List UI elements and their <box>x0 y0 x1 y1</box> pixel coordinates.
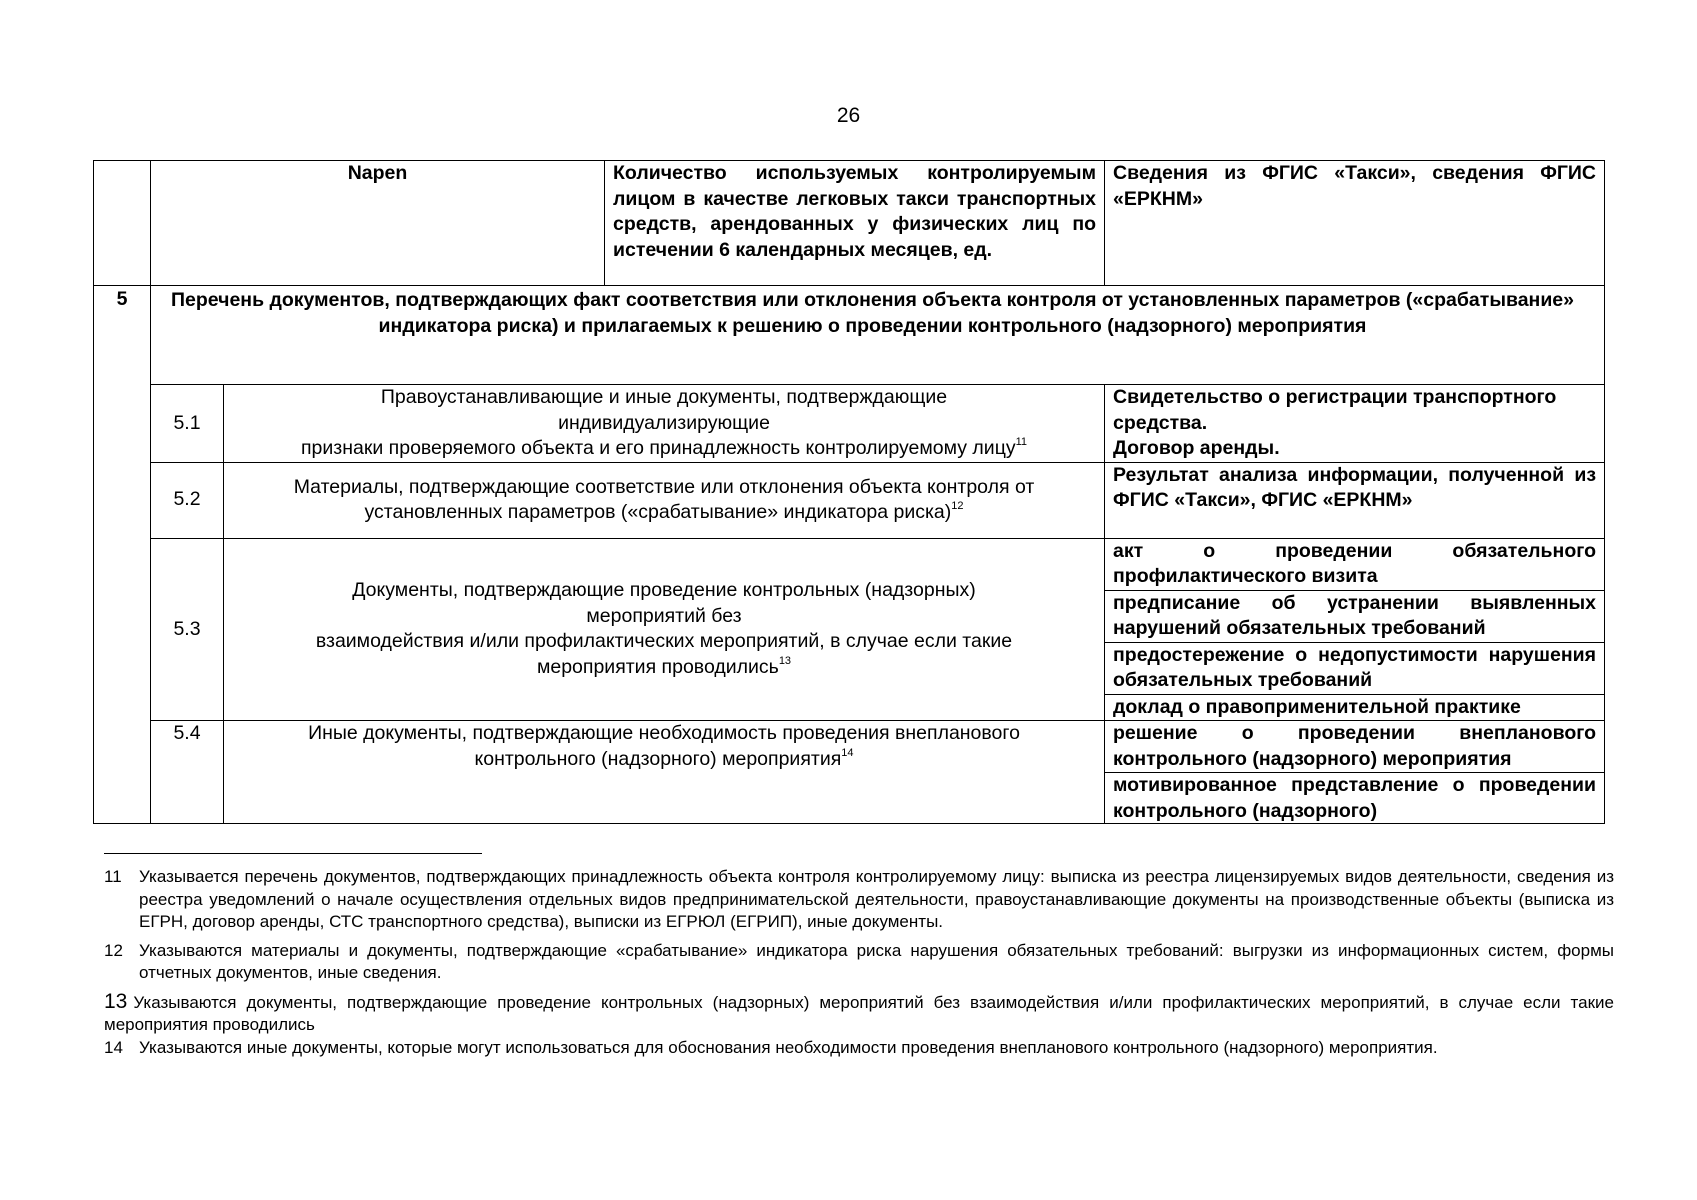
evidence-item: акт о проведении обязательного профилактического визита <box>1105 539 1604 591</box>
row-description <box>224 721 1105 824</box>
description-line: взаимодействия и/или профилактических мероприятий, в случае если такие <box>315 630 1013 653</box>
footnote-number: 11 <box>104 867 122 886</box>
evidence-item: предписание об устранении выявленных нарушений обязательных требований <box>1105 591 1604 643</box>
footnote-text: Указывается перечень документов, подтверждающих принадлежность объекта контроля контролируемому лицу: выписка из реестра лицензируемых видов деятельности, сведения из реестра уведомлений о начале осуществления отдельных видов предпринимательской деятельности, правоустанавливающие документы на производственные объекты (выписка из ЕГРН, договор аренды, СТС транспортного средства), выписки из ЕГРЮЛ (ЕГРИП), иные документы. <box>139 867 1614 931</box>
footnote-text: Указываются материалы и документы, подтверждающие «срабатывание» индикатора риска нарушения обязательных требований: выгрузки из информационных систем, формы отчетных документов, иные сведения. <box>139 940 1614 982</box>
footnote-ref[interactable]: 14 <box>841 746 854 759</box>
row-description <box>224 385 1105 463</box>
risk-indicator-table <box>93 160 1605 824</box>
description-line: мероприятий без <box>586 604 742 627</box>
table-row <box>94 538 1605 721</box>
footnote-11 <box>104 866 1614 934</box>
row-description <box>224 538 1105 721</box>
row-number: 5.2 <box>151 462 224 538</box>
row-evidence <box>1105 385 1605 463</box>
footnote-number: 12 <box>104 940 123 960</box>
row-number: 5.4 <box>151 721 224 824</box>
description-line <box>232 747 1096 773</box>
footnote-ref[interactable]: 11 <box>1015 436 1028 448</box>
description-line <box>232 436 1096 462</box>
empty-cell <box>94 161 151 286</box>
table-row <box>94 385 1605 463</box>
row-evidence <box>1105 538 1605 721</box>
section-number: 5 <box>94 286 151 824</box>
footnote-13 <box>104 991 1614 1037</box>
description-text: признаки проверяемого объекта и его принадлежность контролируемому лицу <box>300 437 1016 459</box>
description-line: Правоустанавливающие и иные документы, подтверждающие <box>380 386 948 408</box>
indicator-description: Количество используемых контролируемым лицом в качестве легковых такси транспортных средств, арендованных у физических лиц по истечении 6 календарных месяцев, ед. <box>605 161 1105 286</box>
footnote-separator <box>104 853 482 854</box>
footnote-number: 14 <box>104 1037 123 1057</box>
description-text: контрольного (надзорного) мероприятия <box>474 747 842 770</box>
description-line: Документы, подтверждающие проведение контрольных (надзорных) <box>352 579 976 602</box>
row-description <box>224 462 1105 538</box>
indicator-source: Сведения из ФГИС «Такси», сведения ФГИС «ЕРКНМ» <box>1105 161 1605 286</box>
evidence-item: доклад о правоприменительной практике <box>1113 695 1521 718</box>
description-line: индивидуализирующие <box>558 411 770 434</box>
table-row <box>94 161 1605 286</box>
evidence-line: Договор аренды. <box>1113 437 1280 459</box>
footnote-ref[interactable]: 13 <box>778 654 792 667</box>
description-text: установленных параметров («срабатывание» индикатора риска) <box>364 501 952 523</box>
table-row <box>94 721 1605 824</box>
row-number: 5.3 <box>151 538 224 721</box>
footnote-14 <box>104 1037 1614 1060</box>
description-line <box>232 500 1096 526</box>
evidence-item: решение о проведении внепланового контрольного (надзорного) мероприятия <box>1105 721 1604 773</box>
section-title: Перечень документов, подтверждающих факт соответствия или отклонения объекта контроля от установленных параметров («срабатывание» индикатора риска) и прилагаемых к решению о проведении контрольного (надзорного) мероприятия <box>151 286 1605 385</box>
evidence-item: мотивированное представление о проведении контрольного (надзорного) <box>1113 774 1597 822</box>
footnote-number: 13 <box>104 989 128 1013</box>
description-text: мероприятия проводились <box>536 655 779 678</box>
description-line: Материалы, подтверждающие соответствие или отклонения объекта контроля от <box>293 475 1035 498</box>
row-evidence <box>1105 721 1605 824</box>
table-row <box>94 462 1605 538</box>
footnote-12 <box>104 940 1614 985</box>
indicator-name: Napen <box>151 161 605 286</box>
description-line: Иные документы, подтверждающие необходимость проведения внепланового <box>308 722 1020 744</box>
evidence-line: Свидетельство о регистрации транспортного средства. <box>1113 386 1557 434</box>
footnote-text: Указываются документы, подтверждающие проведение контрольных (надзорных) мероприятий без взаимодействия и/или профилактических мероприятий, в случае если такие мероприятия проводились <box>104 992 1614 1034</box>
description-line <box>232 655 1096 681</box>
page-number: 26 <box>836 104 861 127</box>
section-header-row <box>94 286 1605 385</box>
footnote-text: Указываются иные документы, которые могут использоваться для обоснования необходимости проведения внепланового контрольного (надзорного) мероприятия. <box>139 1037 1438 1057</box>
row-number: 5.1 <box>151 385 224 463</box>
footnote-ref[interactable]: 12 <box>951 500 964 512</box>
evidence-item: предостережение о недопустимости нарушения обязательных требований <box>1105 643 1604 695</box>
footnotes <box>104 866 1614 1065</box>
row-evidence: Результат анализа информации, полученной из ФГИС «Такси», ФГИС «ЕРКНМ» <box>1105 462 1605 538</box>
